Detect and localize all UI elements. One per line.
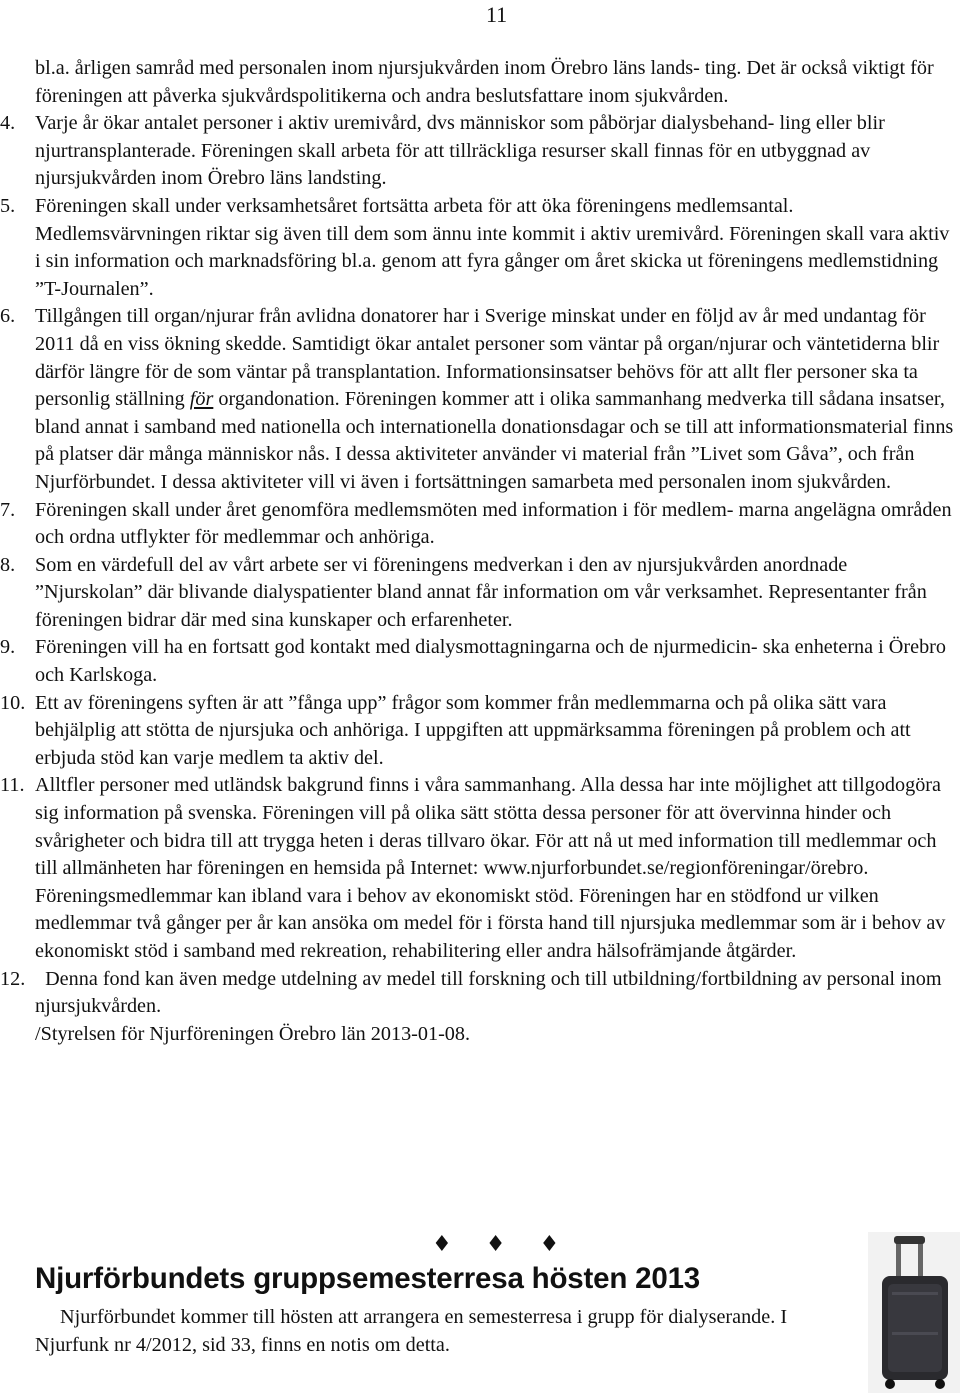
- item-text-a: Tillgången till organ/njurar från avlidna donatorer har i Sverige minskat under en följd av år med undantag för 2011 då en viss ökning skedde. Samtidigt ökar antalet personer som väntar på organ/njurar och väntetiderna blir därför längre för de som väntar på transplantation. Informationsinsatser behövs för att allt fler personer ska ta personlig ställning: [35, 305, 940, 411]
- section-intro: Njurförbundet kommer till hösten att arrangera en semesterresa i grupp för dialyserande. I Njurfunk nr 4/2012, sid 33, finns en notis om detta.: [35, 1306, 788, 1356]
- intro-continuation: bl.a. årligen samråd med personalen inom njursjukvården inom Örebro läns lands- ting. Det är också viktigt för föreningen att påverka sjukvårdspolitikerna och andra beslutsfattare inom sjukvården.: [35, 57, 934, 107]
- item-text: [35, 303, 955, 496]
- list-item-4: 4. Varje år ökar antalet personer i aktiv uremivård, dvs människor som påbörjar dialysbehand- ling eller blir njurtransplanterade. Föreningen skall arbeta för att tillräckliga resurser skall finnas för en utbyggnad av njursjukvården inom Örebro läns landsting.: [35, 110, 955, 193]
- page-number: 11: [486, 2, 508, 27]
- item-text: Föreningen skall under verksamhetsåret fortsätta arbeta för att öka föreningens medlemsantal. Medlemsvärvningen riktar sig även till dem som ännu inte kommit i aktiv uremivård. Föreningen skall vara aktiv i sin information och marknadsföring bl.a. genom att fyra gånger om året skicka ut föreningens medlemstidning ”T-Journalen”.: [35, 194, 950, 300]
- underlined-word: för: [189, 388, 214, 411]
- item-text-main: Alltfler personer med utländsk bakgrund finns i våra sammanhang. Alla dessa har inte möjlighet att tillgodogöra sig information på svenska. Föreningen vill på olika sätt stötta dessa personer för att övervinna hinder och svårigheter och bidra till att trygga heten i deras tillvaro ökar. För att nå ut med information till medlemmar och till allmänheten har föreningen en hemsida på Internet: www.njurforbundet.se/regionföreningar/örebro.: [35, 774, 941, 880]
- list-item-8: 8. Som en värdefull del av vårt arbete ser vi föreningens medverkan i den av njursjukvården anordnade ”Njurskolan” där blivande dialyspatienter bland annat får information om vår verksamhet. Representanter från föreningen bidrar där med sina kunskaper och erfarenheter.: [35, 552, 955, 635]
- list-item-7: 7. Föreningen skall under året genomföra medlemsmöten med information i för medlem- marna angelägna områden och ordna utflykter för medlemmar och anhöriga.: [35, 497, 955, 552]
- section-heading: Njurförbundets gruppsemesterresa hösten 2013: [35, 1262, 700, 1295]
- document-body: [0, 55, 955, 1048]
- signature: /Styrelsen för Njurföreningen Örebro län 2013-01-08.: [35, 1022, 471, 1045]
- diamond-dingbats: ♦♦♦: [432, 1232, 594, 1257]
- list-item-12: 12. Denna fond kan även medge utdelning av medel till forskning och till utbildning/fortbildning av personal inom njursjukvården. /Styrelsen för Njurföreningen Örebro län 2013-01-08.: [35, 966, 955, 1049]
- item-text: Ett av föreningens syften är att ”fånga upp” frågor som kommer från medlemmarna och på olika sätt vara behjälplig att stötta de njursjuka och anhöriga. I uppgiften att uppmärksamma föreningen på problem och att erbjuda stöd kan varje medlem ta aktiv del.: [35, 691, 911, 769]
- item-text: Denna fond kan även medge utdelning av medel till forskning och till utbildning/fortbildning av personal inom njursjukvården. /Styrelsen för Njurföreningen Örebro län 2013-01-08.: [35, 967, 942, 1045]
- item-text-extra: Föreningsmedlemmar kan ibland vara i behov av ekonomiskt stöd. Föreningen har en stödfond ur vilken medlemmar två gånger per år kan ansöka om medel för i första hand till njursjuka medlemmar som är i behov av ekonomiskt stöd i samband med rekreation, rehabilitering eller andra hälsofrämjande åtgärder.: [35, 884, 946, 962]
- list-item-11: 11. Alltfler personer med utländsk bakgrund finns i våra sammanhang. Alla dessa har inte möjlighet att tillgodogöra sig information på svenska. Föreningen vill på olika sätt stötta dessa personer för att övervinna hinder och svårigheter och bidra till att trygga heten i deras tillvaro ökar. För att nå ut med information till medlemmar och till allmänheten har föreningen en hemsida på Internet: www.njurforbundet.se/regionföreningar/örebro. Föreningsmedlemmar kan ibland vara i behov av ekonomiskt stöd. Föreningen har en stödfond ur vilken medlemmar två gånger per år kan ansöka om medel för i första hand till njursjuka medlemmar som är i behov av ekonomiskt stöd i samband med rekreation, rehabilitering eller andra hälsofrämjande åtgärder.: [35, 772, 955, 965]
- list-item-9: 9. Föreningen vill ha en fortsatt god kontakt med dialysmottagningarna och de njurmedicin- ska enheterna i Örebro och Karlskoga.: [35, 634, 955, 689]
- list-item-5: 5. Föreningen skall under verksamhetsåret fortsätta arbeta för att öka föreningens medlemsantal. Medlemsvärvningen riktar sig även till dem som ännu inte kommit i aktiv uremivård. Föreningen skall vara aktiv i sin information och marknadsföring bl.a. genom att fyra gånger om året skicka ut föreningens medlemstidning ”T-Journalen”.: [35, 193, 955, 303]
- item-text: Föreningen skall under året genomföra medlemsmöten med information i för medlem- marna angelägna områden och ordna utflykter för medlemmar och anhöriga.: [35, 498, 952, 549]
- suitcase-image: [868, 1232, 960, 1393]
- item-text-b: organdonation. Föreningen kommer att i olika sammanhang medverka till sådana insatser, bland annat i samband med nationella och internationella donationsdagar och se till att informationsmaterial finns på platser där många människor nås. I dessa aktiviteter använder vi material från ”Livet som Gåva”, och från Njurförbundet. I dessa aktiviteter vill vi även i fortsättningen samarbeta med personalen inom sjukvården.: [35, 388, 954, 493]
- list-item-10: 10. Ett av föreningens syften är att ”fånga upp” frågor som kommer från medlemmarna och på olika sätt vara behjälplig att stötta de njursjuka och anhöriga. I uppgiften att uppmärksamma föreningen på problem och att erbjuda stöd kan varje medlem ta aktiv del.: [35, 690, 955, 773]
- list-item-6: 6. Tillgången till organ/njurar från avlidna donatorer har i Sverige minskat under en följd av år med undantag för 2011 då en viss ökning skedde. Samtidigt ökar antalet personer som väntar på organ/njurar och väntetiderna blir därför längre för de som väntar på transplantation. Informationsinsatser behövs för att allt fler personer ska ta personlig ställning för organdonation. Föreningen kommer att i olika sammanhang medverka till sådana insatser, bland annat i samband med nationella och internationella donationsdagar och se till att informationsmaterial finns på platser där många människor nås. I dessa aktiviteter använder vi material från ”Livet som Gåva”, och från Njurförbundet. I dessa aktiviteter vill vi även i fortsättningen samarbeta med personalen inom sjukvården.: [35, 303, 955, 496]
- item-text: Föreningen vill ha en fortsatt god kontakt med dialysmottagningarna och de njurmedicin- ska enheterna i Örebro och Karlskoga.: [35, 636, 946, 687]
- item-text: Varje år ökar antalet personer i aktiv uremivård, dvs människor som påbörjar dialysbehand- ling eller blir njurtransplanterade. Föreningen skall arbeta för att tillräckliga resurser skall finnas för en utbyggnad av njursjukvården inom Örebro läns landsting.: [35, 112, 885, 190]
- item-text: Som en värdefull del av vårt arbete ser vi föreningens medverkan i den av njursjukvården anordnade ”Njurskolan” där blivande dialyspatienter bland annat får information om vår verksamhet. Representanter från föreningen bidrar där med sina kunskaper och erfarenheter.: [35, 553, 927, 631]
- item-text: [35, 772, 955, 965]
